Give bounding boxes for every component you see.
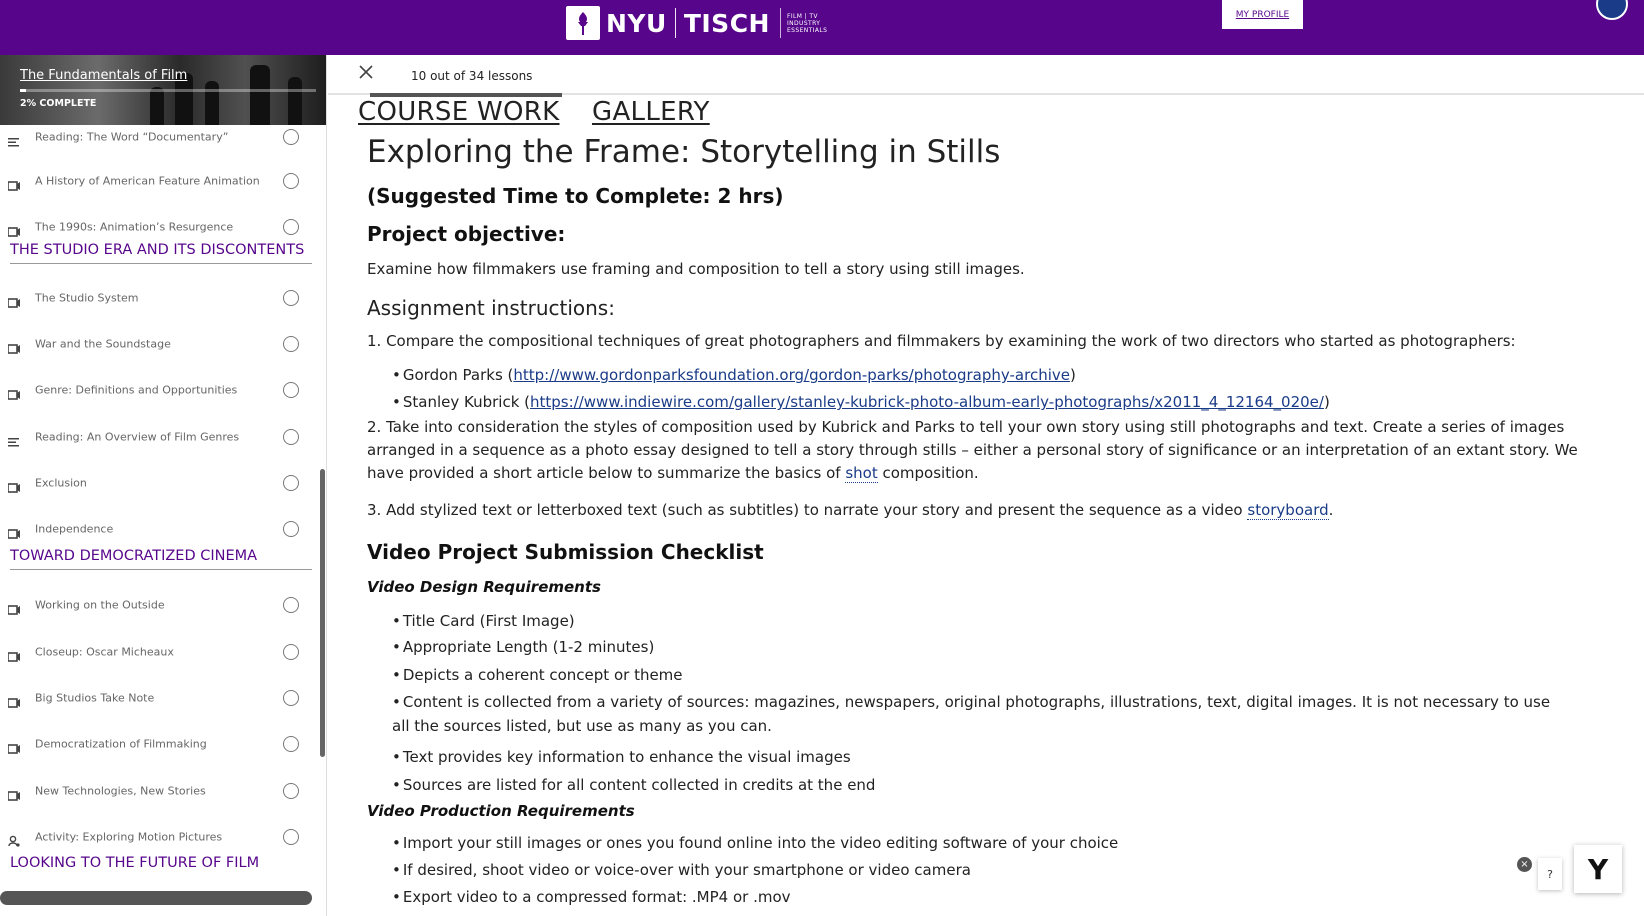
step-1-text: 1. Compare the compositional techniques of great photographers and filmmakers by examining the work of two directors who started as photographers:: [367, 332, 1516, 350]
lesson-complete-checkbox[interactable]: [283, 644, 299, 660]
suggested-time: (Suggested Time to Complete: 2 hrs): [367, 184, 784, 208]
top-header: [0, 0, 1644, 55]
video-icon: [8, 786, 20, 796]
lesson-label: Big Studios Take Note: [35, 691, 155, 705]
production-requirements-heading: Video Production Requirements: [367, 802, 635, 820]
sidebar-horizontal-scrollbar[interactable]: [0, 891, 312, 905]
stanley-kubrick-link[interactable]: https://www.indiewire.com/gallery/stanley-kubrick-photo-album-early-photographs/x2011_4_12164_020e/: [530, 393, 1324, 411]
section-heading-studio-era[interactable]: THE STUDIO ERA AND ITS DISCONTENTS: [10, 242, 312, 264]
lesson-navigation-bar: [328, 55, 1644, 95]
bullet-item: [392, 690, 1562, 738]
torch-icon: [566, 6, 600, 40]
lesson-item[interactable]: [0, 463, 318, 503]
video-icon: [8, 176, 20, 186]
video-icon: [8, 739, 20, 749]
bullet-item: [392, 748, 851, 766]
bullet-dot: •: [392, 776, 401, 794]
lesson-item[interactable]: [0, 207, 318, 247]
lesson-item[interactable]: [0, 370, 318, 410]
lesson-item[interactable]: [0, 417, 318, 457]
lesson-item[interactable]: [0, 324, 318, 364]
objective-heading: Project objective:: [367, 222, 566, 246]
lesson-item[interactable]: [0, 117, 318, 157]
bullet-text: Gordon Parks (: [402, 366, 514, 384]
lesson-item[interactable]: [0, 278, 318, 318]
my-profile-button[interactable]: MY PROFILE: [1222, 0, 1303, 29]
step-2-text: [367, 416, 1597, 485]
bullet-text: Appropriate Length (1-2 minutes): [402, 638, 655, 656]
lesson-item[interactable]: [0, 632, 318, 672]
logo-tisch-text: TISCH: [683, 8, 770, 38]
logo-subtitle-line: FILM | TV: [786, 12, 818, 20]
step-3-text: [367, 499, 1597, 522]
lesson-complete-checkbox[interactable]: [283, 382, 299, 398]
bullet-dot: •: [392, 861, 401, 879]
lesson-item[interactable]: [0, 678, 318, 718]
lesson-item[interactable]: [0, 724, 318, 764]
step-2-text-part: composition.: [877, 464, 979, 482]
course-progress-fill: [20, 89, 26, 92]
reading-icon: [8, 432, 20, 442]
bullet-text: Export video to a compressed format: .MP4 or .mov: [402, 888, 791, 906]
step-3-text-part: 3. Add stylized text or letterboxed text (such as subtitles) to narrate your story and present the sequence as a video: [367, 501, 1248, 519]
sidebar-scrollbar-thumb[interactable]: [320, 469, 325, 757]
bullet-item: [392, 393, 1330, 411]
reading-icon: [8, 132, 20, 142]
tab-gallery[interactable]: GALLERY: [592, 97, 710, 127]
lesson-item[interactable]: [0, 585, 318, 625]
page-title: Exploring the Frame: Storytelling in Stills: [367, 134, 1001, 170]
bullet-item: [392, 834, 1118, 852]
lesson-complete-checkbox[interactable]: [283, 736, 299, 752]
nyu-tisch-logo[interactable]: [566, 5, 827, 41]
video-icon: [8, 478, 20, 488]
course-progress-bar: [20, 89, 316, 92]
close-icon[interactable]: [354, 63, 378, 87]
step-3-text-part: .: [1328, 501, 1334, 519]
lesson-item[interactable]: [0, 771, 318, 811]
lesson-complete-checkbox[interactable]: [283, 475, 299, 491]
bullet-dot: •: [392, 888, 401, 906]
logo-divider: [675, 8, 676, 38]
video-icon: [8, 647, 20, 657]
bullet-text: Title Card (First Image): [402, 612, 575, 630]
bullet-text: ): [1323, 393, 1330, 411]
bullet-text: Sources are listed for all content collected in credits at the end: [402, 776, 876, 794]
video-icon: [8, 693, 20, 703]
lesson-complete-checkbox[interactable]: [283, 829, 299, 845]
bullet-dot: •: [392, 748, 401, 766]
bullet-item: [392, 612, 575, 630]
step-2-text-part: 2. Take into consideration the styles of composition used by Kubrick and Parks to tell your own story using still photographs and text. Create a series of images arranged in a sequence as a photo essay designed to tell a story through stills – either a personal story of significance or an interpretation of an extant story. We have provided a short article below to summarize the basics of: [367, 418, 1578, 482]
lesson-label: Closeup: Oscar Micheaux: [35, 645, 174, 659]
lesson-label: Genre: Definitions and Opportunities: [35, 383, 238, 397]
lesson-label: Exclusion: [35, 476, 87, 490]
lesson-label: A History of American Feature Animation: [35, 174, 260, 188]
storyboard-glossary-link[interactable]: storyboard: [1247, 501, 1329, 519]
course-progress-text: 2% COMPLETE: [20, 98, 97, 109]
lesson-label: New Technologies, New Stories: [35, 784, 206, 798]
tab-course-work[interactable]: COURSE WORK: [358, 97, 560, 127]
lesson-complete-checkbox[interactable]: [283, 597, 299, 613]
video-icon: [8, 600, 20, 610]
lesson-label: War and the Soundstage: [35, 337, 171, 351]
lesson-complete-checkbox[interactable]: [283, 429, 299, 445]
lesson-label: The 1990s: Animation’s Resurgence: [35, 220, 234, 234]
section-heading-democratized-cinema[interactable]: TOWARD DEMOCRATIZED CINEMA: [10, 548, 312, 570]
course-sidebar: [0, 55, 327, 916]
logo-subtitle-line: ESSENTIALS: [786, 26, 828, 34]
checklist-heading: Video Project Submission Checklist: [367, 540, 764, 564]
section-heading-future-of-film[interactable]: LOOKING TO THE FUTURE OF FILM: [10, 855, 260, 871]
gordon-parks-link[interactable]: http://www.gordonparksfoundation.org/gordon-parks/photography-archive: [513, 366, 1070, 384]
logo-nyu-text: NYU: [606, 8, 667, 38]
help-close-icon[interactable]: ×: [1517, 857, 1532, 872]
bullet-text: ): [1069, 366, 1076, 384]
accessibility-icon[interactable]: [1596, 0, 1628, 20]
lesson-label: Working on the Outside: [35, 598, 165, 612]
lesson-complete-checkbox[interactable]: [283, 290, 299, 306]
lesson-label: Activity: Exploring Motion Pictures: [35, 830, 223, 844]
bullet-dot: •: [392, 666, 401, 684]
logo-divider: [780, 8, 781, 38]
lesson-label: The Studio System: [35, 291, 139, 305]
bullet-text: Content is collected from a variety of sources: magazines, newspapers, original photographs, illustrations, text, digital images. It is not necessary to use all the sources listed, but use as many as you can.: [392, 693, 1551, 735]
bullet-text: Import your still images or ones you found online into the video editing software of your choice: [402, 834, 1119, 852]
lesson-complete-checkbox[interactable]: [283, 219, 299, 235]
chat-widget-button[interactable]: Y: [1574, 845, 1622, 893]
bullet-item: [392, 888, 791, 906]
bullet-dot: •: [392, 638, 401, 656]
bullet-item: [392, 638, 654, 656]
video-icon: [8, 339, 20, 349]
lesson-complete-checkbox[interactable]: [283, 783, 299, 799]
objective-text: Examine how filmmakers use framing and composition to tell a story using still images.: [367, 260, 1025, 278]
lesson-count: 10 out of 34 lessons: [411, 69, 533, 83]
lesson-label: Democratization of Filmmaking: [35, 737, 207, 751]
bullet-item: [392, 366, 1076, 384]
hero-silhouette: [250, 65, 270, 125]
bullet-text: Depicts a coherent concept or theme: [402, 666, 683, 684]
video-icon: [8, 385, 20, 395]
instructions-heading: Assignment instructions:: [367, 296, 615, 320]
lesson-item[interactable]: [0, 161, 318, 201]
lesson-complete-checkbox[interactable]: [283, 129, 299, 145]
activity-icon: [8, 832, 20, 842]
bullet-text: Text provides key information to enhance the visual images: [402, 748, 851, 766]
bullet-item: [392, 861, 971, 879]
bullet-dot: •: [392, 612, 401, 630]
video-icon: [8, 524, 20, 534]
bullet-text: Stanley Kubrick (: [402, 393, 531, 411]
course-title-link[interactable]: The Fundamentals of Film: [20, 68, 188, 83]
lesson-label: Reading: An Overview of Film Genres: [35, 430, 240, 444]
design-requirements-heading: Video Design Requirements: [367, 578, 601, 596]
bullet-dot: •: [392, 393, 401, 411]
lesson-main: [328, 55, 1644, 916]
course-hero-banner: [0, 55, 327, 125]
shot-glossary-link[interactable]: shot: [845, 464, 878, 482]
lesson-label: Independence: [35, 522, 114, 536]
bullet-dot: •: [392, 693, 401, 711]
lesson-complete-checkbox[interactable]: [283, 173, 299, 189]
lesson-complete-checkbox[interactable]: [283, 521, 299, 537]
lesson-complete-checkbox[interactable]: [283, 690, 299, 706]
lesson-label: Reading: The Word “Documentary”: [35, 130, 229, 144]
bullet-text: If desired, shoot video or voice-over with your smartphone or video camera: [402, 861, 971, 879]
lesson-item[interactable]: [0, 817, 318, 857]
bullet-item: [392, 666, 683, 684]
lesson-item[interactable]: [0, 509, 318, 549]
logo-subtitle: [787, 13, 827, 34]
video-icon: [8, 222, 20, 232]
video-icon: [8, 293, 20, 303]
help-button[interactable]: ?: [1538, 858, 1562, 890]
lesson-complete-checkbox[interactable]: [283, 336, 299, 352]
logo-subtitle-line: INDUSTRY: [786, 19, 821, 27]
bullet-dot: •: [392, 366, 401, 384]
bullet-dot: •: [392, 834, 401, 852]
bullet-item: [392, 776, 875, 794]
